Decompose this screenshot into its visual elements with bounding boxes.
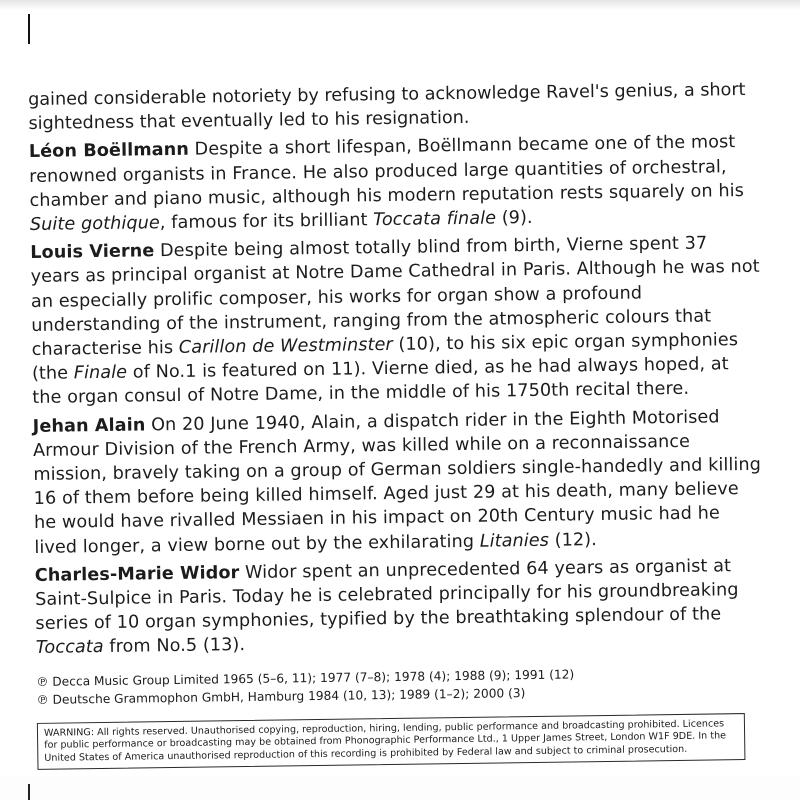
composer-text: , famous for its brilliant: [159, 210, 374, 234]
scan-bottom-mark: [28, 784, 30, 800]
copyright-line-decca: ℗ Decca Music Group Limited 1965 (5–6, 11); 1977 (7–8); 1978 (4); 1988 (9); 1991 (12): [36, 667, 575, 689]
composer-vierne: [30, 231, 762, 411]
work-title: Toccata finale: [373, 208, 497, 231]
composer-text: (12).: [548, 529, 598, 551]
composer-text: of No.1 is featured on 11). Vierne died, as he had always hoped, at the organ consul of Notre Dame, in the middle of his 1750th recital there.: [32, 354, 729, 409]
copyright-block: [36, 662, 766, 708]
warning-box: WARNING: All rights reserved. Unauthorised copying, reproduction, hiring, lending, public performance and broadcasting prohibited. Licences for public performance or broadcasting may be obtained from Phonographic Performance Ltd., 1 Upper James Street, London W1F 9DE. In the United States of America unauthorised reproduction of this recording is prohibited by Federal law and subject to criminal prosecution.: [37, 713, 746, 770]
scan-bottom-edge: [0, 776, 800, 800]
composer-text: Despite being almost totally blind from birth, Vierne spent 37 years as principal organist at Notre Dame Cathedral in Paris. Although he was not an especially prolific composer, his works for organ show a profound understanding of the instrument, ranging from the atmospheric colours that characterise his: [30, 233, 760, 361]
work-title: Litanies: [479, 530, 550, 552]
composer-alain: [33, 404, 765, 559]
intro-paragraph: gained considerable notoriety by refusing to acknowledge Ravel's genius, a short sightedness that eventually led to his resignation.: [28, 79, 746, 135]
composer-name: Charles-Marie Widor: [34, 562, 240, 586]
composer-text: On 20 June 1940, Alain, a dispatch rider in the Eighth Motorised Armour Division of the French Army, was killed while on a reconnaissance mission, bravely taking on a group of German soldiers single-handedly and killing 16 of them before being killed himself. Aged just 29 at his death, many believe he would have rivalled Messiaen in his impact on 20th Century music had he lived longer, a view borne out by the exhilarating: [32, 407, 762, 558]
composer-name: Léon Boëllmann: [28, 140, 190, 163]
composer-text: from No.5 (13).: [103, 635, 246, 658]
work-title: Carillon de Westminster: [178, 334, 393, 358]
work-title: Suite gothique: [29, 213, 160, 236]
composer-boellmann: [29, 130, 760, 237]
work-title: Toccata: [35, 637, 104, 659]
copyright-line-dg: ℗ Deutsche Grammophon GmbH, Hamburg 1984 (10, 13); 1989 (1–2); 2000 (3): [36, 685, 526, 707]
composer-widor: [35, 554, 766, 661]
scan-left-mark: [28, 14, 30, 44]
composer-text: (10), to his six epic organ symphonies (the: [31, 330, 739, 385]
composer-name: Jehan Alain: [32, 415, 146, 437]
composer-text: (9).: [495, 207, 533, 229]
scan-top-edge: [0, 0, 800, 10]
work-title: Finale: [73, 362, 128, 384]
composer-text: Widor spent an unprecedented 64 years as organist at Saint-Sulpice in Paris. Today he is celebrated principally for his groundbreaking series of 10 organ symphonies, typified by the breathtaking splendour of the: [35, 556, 739, 635]
booklet-page: [28, 78, 768, 796]
composer-name: Louis Vierne: [30, 241, 155, 264]
composer-text: Despite a short lifespan, Boëllmann became one of the most renowned organists in France. He also produced large quantities of orchestral, chamber and piano music, although his modern reputation rests squarely on his: [29, 132, 745, 211]
